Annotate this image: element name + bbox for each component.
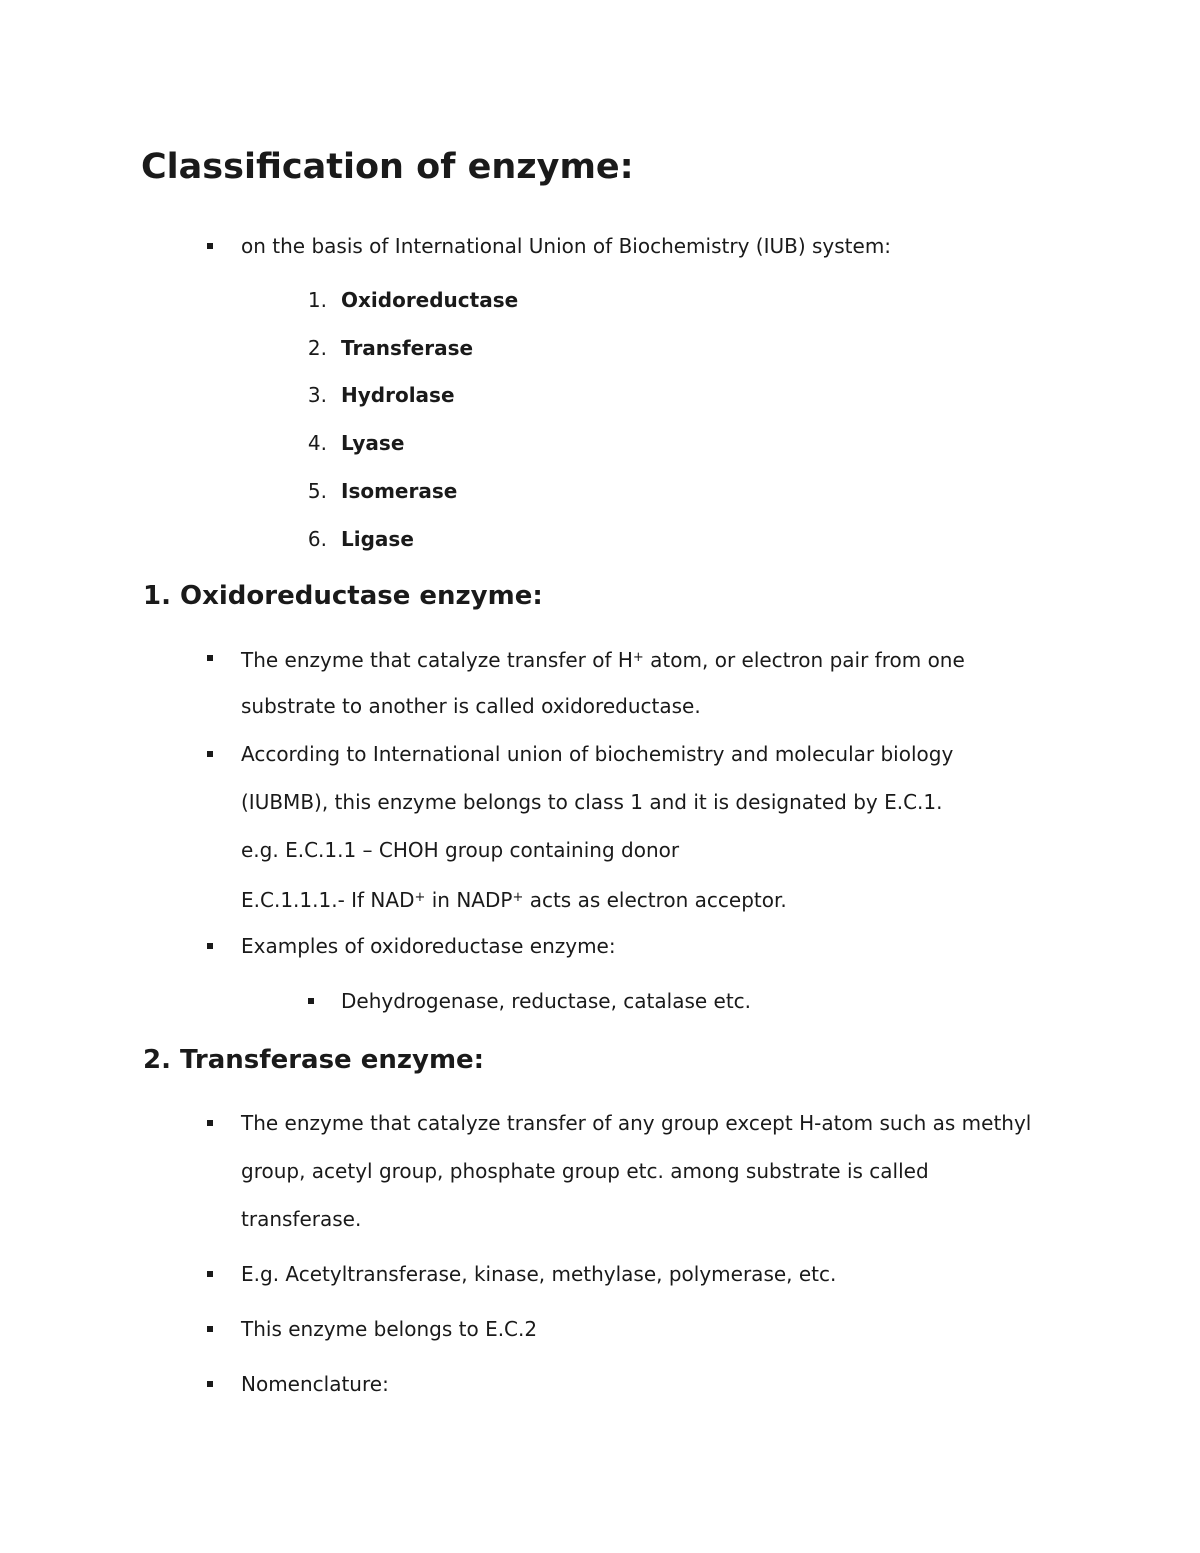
bullet-icon — [308, 998, 314, 1004]
class-number: 6. — [307, 527, 327, 551]
page-title: Classification of enzyme: — [141, 147, 634, 187]
oxidoreductase-definition-line: substrate to another is called oxidoreductase. — [241, 694, 701, 718]
ec-example-line: E.C.1.1.1.- If NAD+ in NADP+ acts as electron acceptor. — [241, 888, 787, 912]
bullet-icon — [207, 943, 213, 949]
transferase-definition-line: group, acetyl group, phosphate group etc. among substrate is called — [241, 1159, 929, 1183]
nomenclature-label: Nomenclature: — [241, 1372, 389, 1396]
transferase-definition-line: transferase. — [241, 1207, 362, 1231]
bullet-icon — [207, 1271, 213, 1277]
class-label: Oxidoreductase — [341, 288, 519, 312]
section-heading-transferase: 2. Transferase enzyme: — [143, 1045, 485, 1075]
class-number: 2. — [307, 336, 327, 360]
transferase-ec-class: This enzyme belongs to E.C.2 — [241, 1317, 538, 1341]
class-number: 1. — [307, 288, 327, 312]
transferase-examples: E.g. Acetyltransferase, kinase, methylase, polymerase, etc. — [241, 1262, 837, 1286]
intro-text: on the basis of International Union of Biochemistry (IUB) system: — [241, 234, 892, 258]
class-number: 3. — [307, 383, 327, 407]
oxidoreductase-definition-line: The enzyme that catalyze transfer of H+ atom, or electron pair from one — [241, 648, 965, 672]
examples-label: Examples of oxidoreductase enzyme: — [241, 934, 616, 958]
bullet-icon — [207, 243, 213, 249]
section-heading-oxidoreductase: 1. Oxidoreductase enzyme: — [143, 581, 543, 611]
bullet-icon — [207, 1120, 213, 1126]
bullet-icon — [207, 1326, 213, 1332]
bullet-icon — [207, 655, 213, 661]
class-label: Isomerase — [341, 479, 458, 503]
class-label: Ligase — [341, 527, 414, 551]
class-label: Lyase — [341, 431, 405, 455]
class-number: 5. — [307, 479, 327, 503]
class-label: Transferase — [341, 336, 474, 360]
examples-list: Dehydrogenase, reductase, catalase etc. — [341, 989, 752, 1013]
ec-example-line: e.g. E.C.1.1 – CHOH group containing donor — [241, 838, 680, 862]
transferase-definition-line: The enzyme that catalyze transfer of any group except H-atom such as methyl — [241, 1111, 1032, 1135]
class-number: 4. — [307, 431, 327, 455]
iubmb-text-line: (IUBMB), this enzyme belongs to class 1 and it is designated by E.C.1. — [241, 790, 943, 814]
iubmb-text-line: According to International union of biochemistry and molecular biology — [241, 742, 954, 766]
bullet-icon — [207, 751, 213, 757]
class-label: Hydrolase — [341, 383, 455, 407]
bullet-icon — [207, 1381, 213, 1387]
